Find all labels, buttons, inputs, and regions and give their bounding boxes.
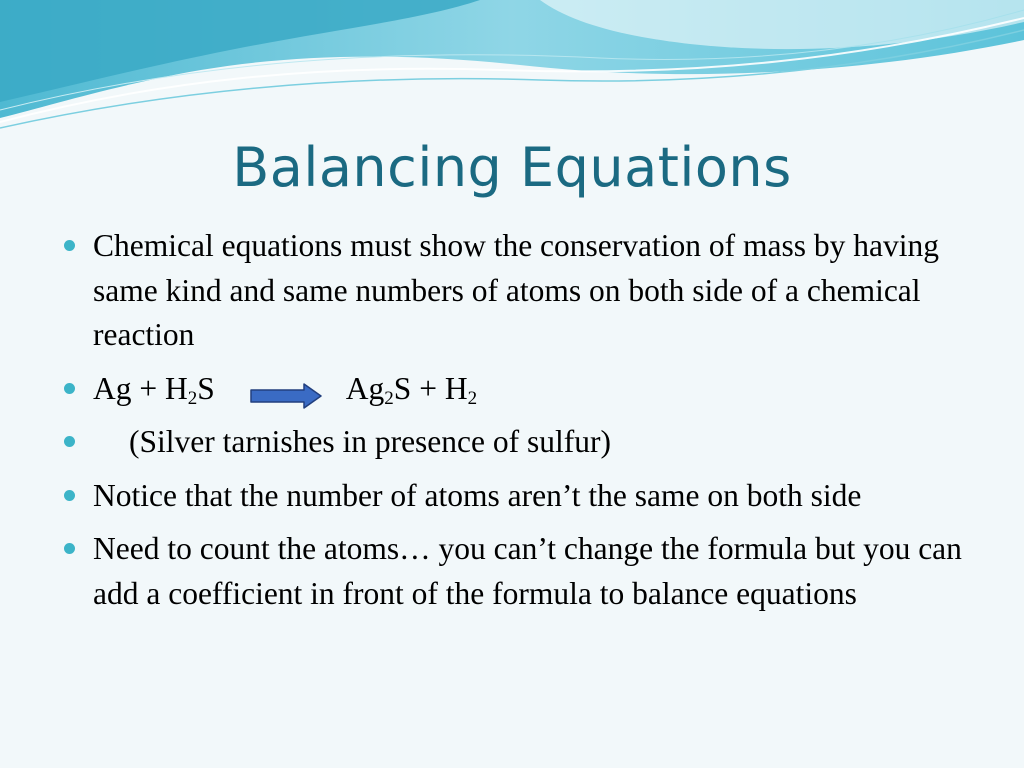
- bullet-text: (Silver tarnishes in presence of sulfur): [129, 424, 611, 459]
- equation-products: [346, 367, 477, 412]
- bullet-text: Need to count the atoms… you can’t change the formula but you can add a coefficient in front of the formula to balance equations: [93, 531, 962, 611]
- product-text: Ag: [345, 370, 385, 406]
- bullet-item: [62, 527, 962, 616]
- bullet-item-note: [62, 420, 962, 465]
- bullet-item-equation: [62, 367, 962, 412]
- bullet-icon: [64, 490, 75, 501]
- chemical-equation: [93, 367, 962, 412]
- equation-reactants: [93, 367, 215, 412]
- bullet-item: [62, 224, 962, 358]
- bullet-icon: [64, 543, 75, 554]
- product2-subscript: 2: [467, 387, 478, 409]
- product-subscript: 2: [384, 387, 394, 409]
- bullet-text: Chemical equations must show the conservation of mass by having same kind and same numbers of atoms on both side of a chemical reaction: [93, 228, 939, 352]
- bullet-icon: [64, 436, 75, 447]
- reactant-tail: S: [197, 370, 215, 406]
- reactant-text: Ag + H: [93, 370, 188, 406]
- wave-header-decoration: [0, 0, 1024, 130]
- slide-title: Balancing Equations: [232, 136, 792, 199]
- bullet-icon: [64, 240, 75, 251]
- bullet-icon: [64, 383, 75, 394]
- bullet-item: [62, 474, 962, 519]
- reactant-subscript: 2: [187, 387, 198, 409]
- bullet-list: [62, 224, 962, 625]
- bullet-text: Notice that the number of atoms aren’t the same on both side: [93, 477, 862, 513]
- product-tail: S + H: [393, 370, 468, 406]
- right-arrow-icon: [250, 377, 322, 403]
